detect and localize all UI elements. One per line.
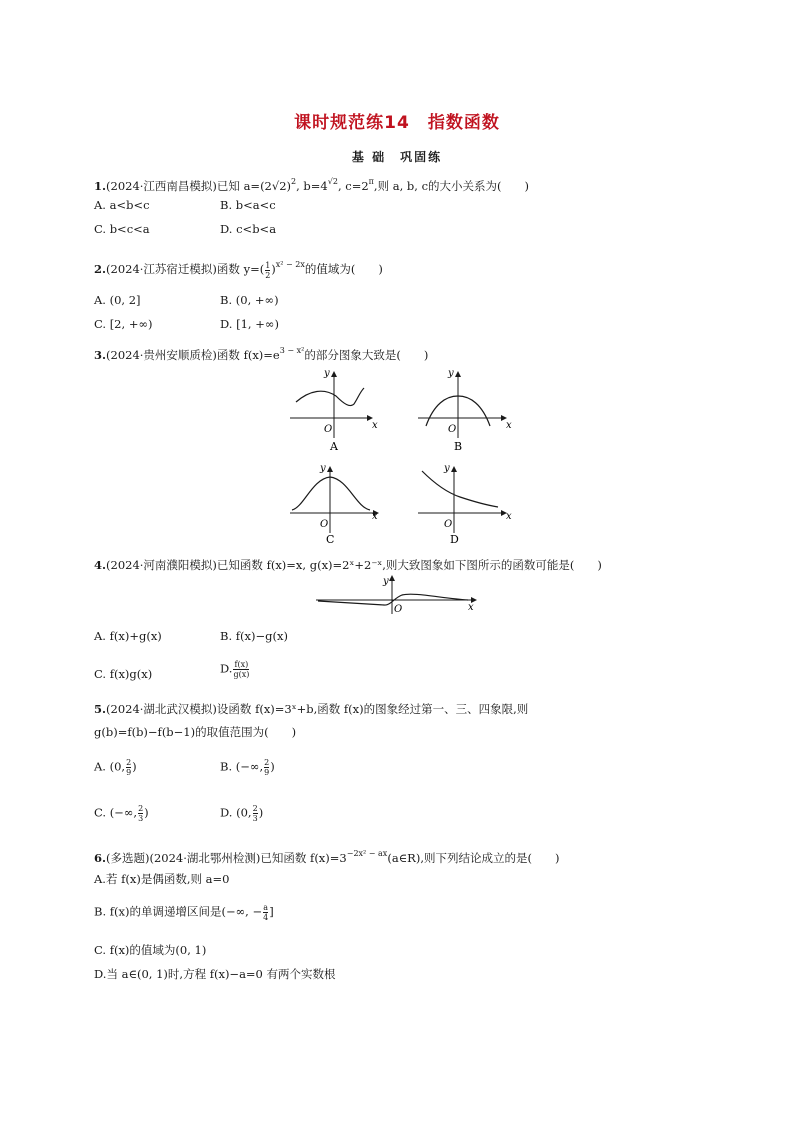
fraction-denominator: g(x) bbox=[233, 670, 250, 679]
graph-label: A bbox=[330, 440, 338, 453]
stem-part: 函数 y=( bbox=[216, 262, 265, 276]
fraction bbox=[126, 758, 131, 777]
option-a: A. a<b<c bbox=[94, 198, 150, 212]
x-axis-label: x bbox=[372, 511, 378, 522]
fraction-denominator: 2 bbox=[265, 270, 271, 280]
origin-label: O bbox=[444, 519, 453, 530]
fraction-denominator: 3 bbox=[138, 814, 144, 823]
fraction-numerator: f(x) bbox=[234, 660, 249, 669]
question-number: 3. bbox=[94, 348, 107, 362]
fraction-numerator: 2 bbox=[252, 804, 258, 813]
graph-label: D bbox=[450, 533, 459, 546]
option-d: D. c<b<a bbox=[220, 222, 277, 236]
question-3-stem bbox=[94, 343, 428, 363]
option-c: C. f(x)的值域为(0, 1) bbox=[94, 943, 207, 957]
option-d bbox=[220, 660, 250, 679]
option-d: D. [1, +∞) bbox=[220, 317, 279, 331]
stem-part: 已知 a=(2 bbox=[216, 179, 272, 193]
option-b: B. (0, +∞) bbox=[220, 293, 279, 307]
fraction-numerator: 2 bbox=[264, 758, 270, 767]
section-heading: 基 础 巩固练 bbox=[351, 150, 443, 164]
q3-graphs bbox=[280, 362, 520, 552]
stem-part: (a∈R),则下列结论成立的是( ) bbox=[387, 851, 560, 865]
fraction bbox=[265, 261, 270, 280]
y-axis-label: y bbox=[324, 368, 330, 379]
fraction-numerator: 1 bbox=[265, 260, 271, 270]
option-c: C. [2, +∞) bbox=[94, 317, 153, 331]
stem-part: ) bbox=[286, 179, 292, 193]
stem-part: 已知函数 f(x)=x, g(x)=2ˣ+2⁻ˣ,则大致图象如下图所示的函数可能是( ) bbox=[216, 558, 602, 572]
origin-label: O bbox=[324, 424, 333, 435]
option-a: A. (0, 2] bbox=[94, 293, 141, 307]
graph-c bbox=[290, 463, 378, 546]
option-label: B. f(x)的单调递增区间是(−∞, − bbox=[94, 904, 263, 919]
option-label: A. (0, bbox=[94, 759, 126, 774]
option-end: ) bbox=[132, 759, 137, 774]
stem-part: 已知函数 f(x)=3 bbox=[260, 851, 347, 865]
x-axis-label: x bbox=[506, 511, 512, 522]
exponent: π bbox=[368, 177, 374, 186]
question-6-stem bbox=[94, 846, 559, 866]
y-axis-label: y bbox=[320, 463, 326, 474]
graph-label: B bbox=[454, 440, 463, 453]
fraction-denominator: 9 bbox=[126, 768, 132, 777]
origin-label: O bbox=[394, 604, 403, 615]
option-c: C. b<c<a bbox=[94, 222, 150, 236]
fraction bbox=[233, 660, 249, 679]
fraction bbox=[138, 804, 143, 823]
stem-part: 的值域为( ) bbox=[304, 262, 383, 276]
option-c: C. f(x)g(x) bbox=[94, 667, 153, 681]
question-5-stem bbox=[94, 701, 528, 717]
option-label: D. bbox=[220, 661, 233, 676]
page-title: 课时规范练14 指数函数 bbox=[294, 113, 500, 133]
y-axis-label: y bbox=[448, 368, 454, 379]
option-end: ) bbox=[258, 805, 264, 820]
option-b: B. b<a<c bbox=[220, 198, 276, 212]
option-c bbox=[94, 804, 149, 823]
graph-label: C bbox=[326, 533, 335, 546]
question-1-stem bbox=[94, 174, 529, 194]
fraction-numerator: a bbox=[263, 903, 269, 912]
q4-graph bbox=[310, 572, 490, 616]
exponent: √2 bbox=[327, 177, 338, 186]
stem-part: 的部分图象大致是( ) bbox=[304, 348, 429, 362]
question-2-stem bbox=[94, 257, 383, 280]
x-axis-label: x bbox=[468, 602, 474, 613]
option-b bbox=[220, 758, 275, 777]
stem-part: √2 bbox=[271, 179, 287, 193]
origin-label: O bbox=[320, 519, 329, 530]
option-label: C. (−∞, bbox=[94, 805, 138, 820]
x-axis-label: x bbox=[506, 420, 512, 431]
option-a bbox=[94, 758, 137, 777]
exponent: 3 − x² bbox=[279, 346, 305, 355]
option-b bbox=[94, 903, 274, 922]
fraction bbox=[253, 804, 258, 823]
option-d bbox=[220, 804, 263, 823]
fraction-denominator: 3 bbox=[252, 814, 258, 823]
question-5-stem-line2: g(b)=f(b)−f(b−1)的取值范围为( ) bbox=[94, 725, 297, 739]
fraction-denominator: 4 bbox=[263, 913, 269, 922]
question-number: 6. bbox=[94, 851, 107, 865]
question-source: (2024·湖北鄂州检测) bbox=[149, 851, 261, 865]
fraction-denominator: 9 bbox=[264, 768, 270, 777]
exponent: −2x² − ax bbox=[346, 849, 388, 858]
question-source: (2024·湖北武汉模拟) bbox=[106, 702, 217, 716]
question-source: (2024·河南濮阳模拟) bbox=[106, 558, 217, 572]
x-axis-label: x bbox=[372, 420, 378, 431]
graph-d bbox=[418, 463, 512, 546]
option-label: D. (0, bbox=[220, 805, 252, 820]
option-end: ] bbox=[269, 904, 274, 919]
question-number: 5. bbox=[94, 702, 107, 716]
fraction bbox=[263, 903, 268, 922]
question-source: (2024·贵州安顺质检) bbox=[106, 348, 217, 362]
question-source: (2024·江西南昌模拟) bbox=[106, 179, 217, 193]
option-d: D.当 a∈(0, 1)时,方程 f(x)−a=0 有两个实数根 bbox=[94, 967, 336, 981]
stem-part: , b=4 bbox=[296, 179, 328, 193]
stem-part: 函数 f(x)=e bbox=[216, 348, 280, 362]
y-axis-label: y bbox=[383, 576, 389, 587]
option-end: ) bbox=[270, 759, 275, 774]
graph-a bbox=[290, 368, 378, 453]
question-source: (2024·江苏宿迁模拟) bbox=[106, 262, 217, 276]
origin-label: O bbox=[448, 424, 457, 435]
question-number: 4. bbox=[94, 558, 107, 572]
stem-part: ,则 a, b, c的大小关系为( ) bbox=[373, 179, 529, 193]
fraction-numerator: 2 bbox=[126, 758, 132, 767]
stem-part: 设函数 f(x)=3ˣ+b,函数 f(x)的图象经过第一、三、四象限,则 bbox=[216, 702, 529, 716]
fraction-numerator: 2 bbox=[138, 804, 144, 813]
stem-part: ) bbox=[271, 262, 276, 276]
option-label: B. (−∞, bbox=[220, 759, 264, 774]
option-end: ) bbox=[144, 805, 149, 820]
option-a: A. f(x)+g(x) bbox=[94, 629, 162, 643]
y-axis-label: y bbox=[444, 463, 450, 474]
question-tag: (多选题) bbox=[106, 851, 150, 865]
stem-part: , c=2 bbox=[337, 179, 369, 193]
option-a: A.若 f(x)是偶函数,则 a=0 bbox=[94, 872, 230, 886]
exponent: x² − 2x bbox=[275, 260, 305, 269]
question-number: 1. bbox=[94, 179, 107, 193]
graph-b bbox=[418, 368, 512, 453]
question-4-stem bbox=[94, 557, 602, 573]
fraction bbox=[264, 758, 269, 777]
exponent: 2 bbox=[291, 177, 297, 186]
option-b: B. f(x)−g(x) bbox=[220, 629, 288, 643]
question-number: 2. bbox=[94, 262, 107, 276]
